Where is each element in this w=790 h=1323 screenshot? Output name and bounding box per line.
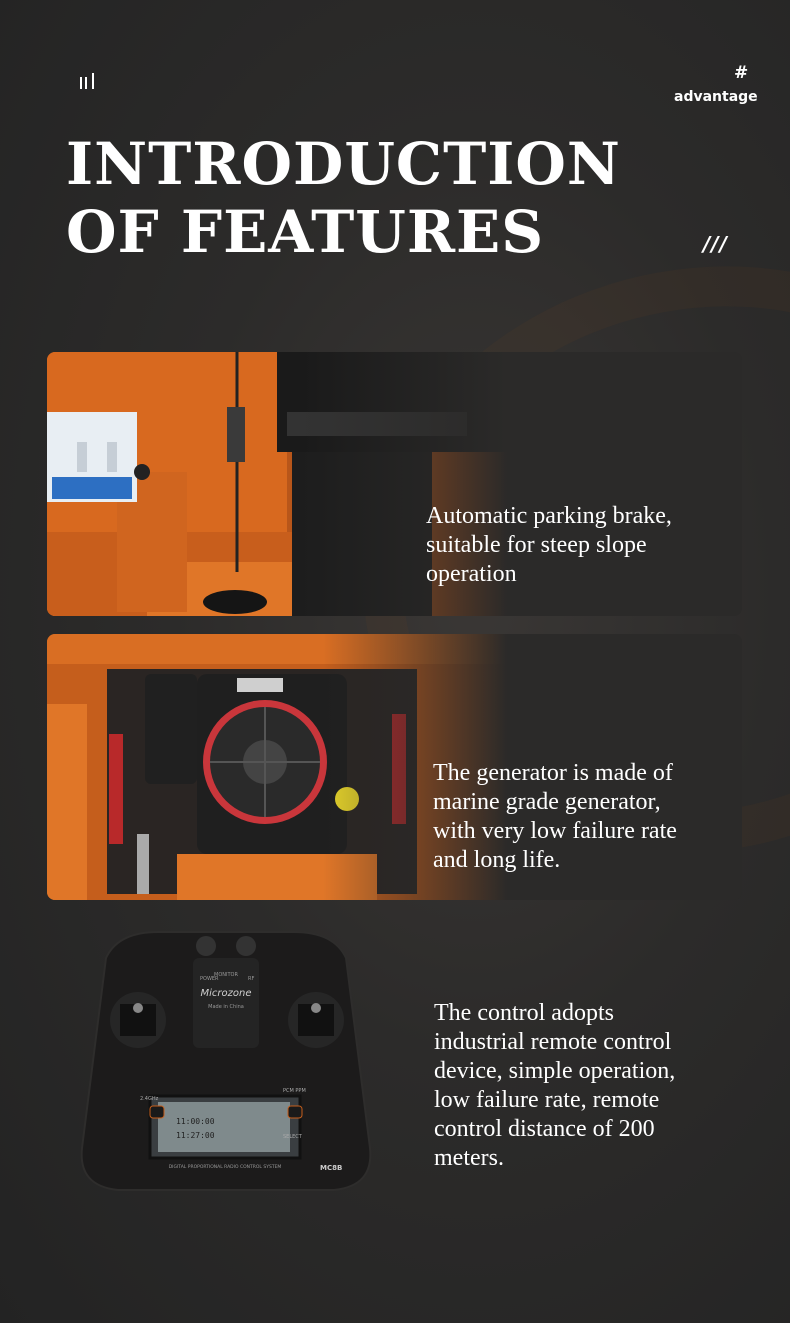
- remote-monitor: MONITOR: [214, 972, 238, 978]
- svg-text:11:00:00: 11:00:00: [176, 1117, 215, 1126]
- slashes-decoration: ///: [703, 232, 728, 256]
- remote-footer: DIGITAL PROPORTIONAL RADIO CONTROL SYSTEM: [168, 1165, 282, 1170]
- feature-text-remote: The control adopts industrial remote control device, simple operation, low failure rate, remote control distance of 200 meters.: [434, 1000, 676, 1171]
- feature-card-brake: [47, 352, 742, 616]
- remote-band: 2.4GHz: [140, 1096, 159, 1102]
- remote-made-in: Made in China: [208, 1004, 244, 1010]
- remote-select: SELECT: [283, 1134, 302, 1140]
- remote-controller-photo-icon: [78, 928, 374, 1196]
- remote-power: POWER: [200, 976, 219, 982]
- feature-card-generator: [47, 634, 742, 900]
- remote-pcm: PCM PPM: [283, 1088, 306, 1094]
- svg-text:11:27:00: 11:27:00: [176, 1131, 215, 1140]
- remote-model: MC8B: [320, 1164, 343, 1172]
- bars-icon: [80, 73, 100, 89]
- remote-brand: Microzone: [200, 988, 252, 999]
- advantage-tag: advantage: [674, 89, 758, 105]
- feature-text-brake: Automatic parking brake, suitable for steep slope operation: [426, 503, 672, 587]
- page-title: INTRODUCTION OF FEATURES: [66, 130, 621, 266]
- feature-text-generator: The generator is made of marine grade generator, with very low failure rate and long life.: [433, 760, 677, 873]
- remote-rf: RF: [248, 976, 255, 982]
- hash-icon: #: [734, 63, 749, 83]
